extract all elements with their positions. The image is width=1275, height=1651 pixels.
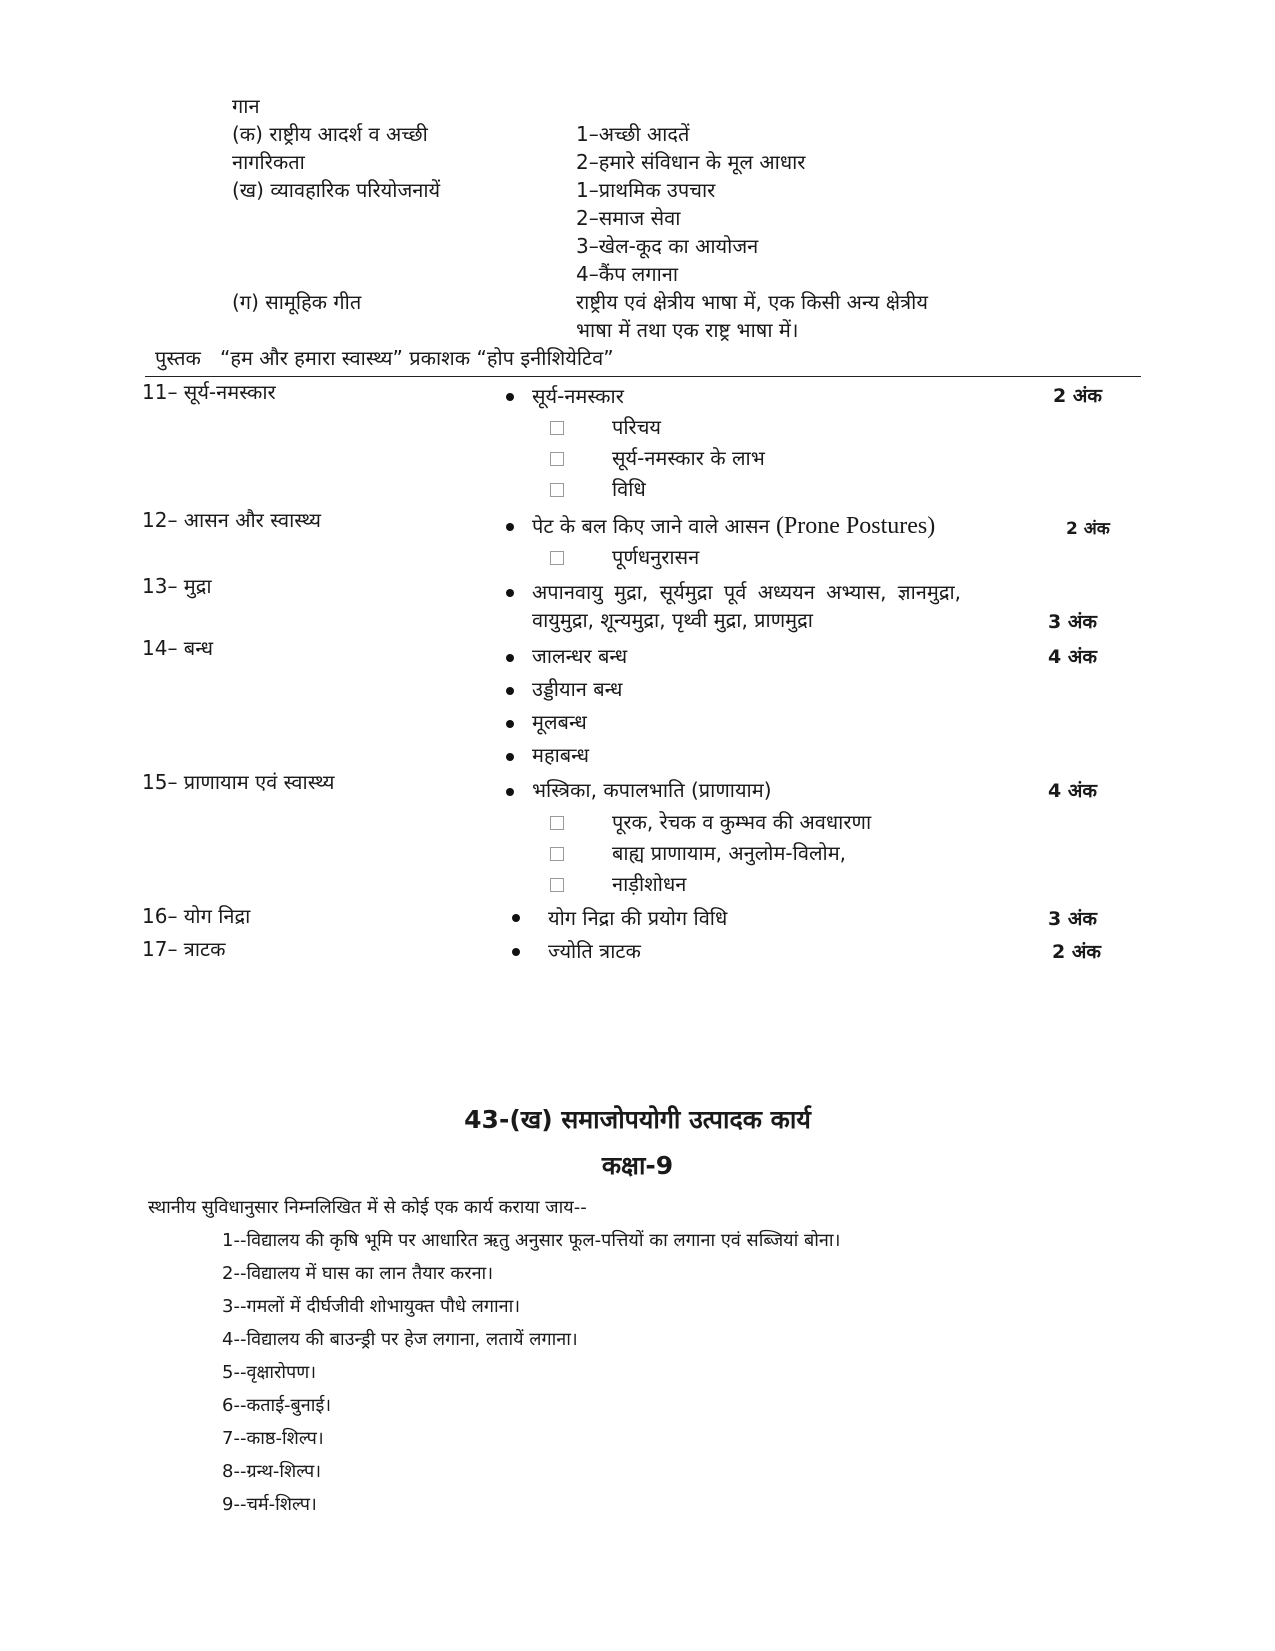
section-title: 43-(ख) समाजोपयोगी उत्पादक कार्य — [464, 1105, 811, 1134]
bullet-icon — [506, 523, 514, 531]
row-17-topic: 17– त्राटक — [142, 937, 226, 961]
row-17-bullet: ज्योति त्राटक — [548, 939, 641, 963]
ga-label: (ग) सामूहिक गीत — [232, 290, 362, 314]
row-12-sub: पूर्णधनुरासन — [612, 545, 700, 569]
row-14-topic: 14– बन्ध — [142, 636, 214, 660]
bullet-icon — [506, 788, 514, 796]
row-11-sub: परिचय — [612, 415, 662, 439]
row-13-bullet-line2: वायुमुद्रा, शून्यमुद्रा, पृथ्वी मुद्रा, प्राणमुद्रा — [532, 608, 813, 632]
checkbox-icon — [550, 551, 564, 565]
row-12-marks: 2 अंक — [1066, 519, 1110, 539]
row-13-bullet-line1: अपानवायु मुद्रा, सूर्यमुद्रा पूर्व अध्ययन अभ्यास, ज्ञानमुद्रा, — [532, 580, 962, 604]
row-14-marks: 4 अंक — [1048, 646, 1097, 668]
gaan-text: गान — [232, 94, 260, 118]
work-item: 2--विद्यालय में घास का लान तैयार करना। — [222, 1263, 494, 1284]
row-16-marks: 3 अंक — [1048, 908, 1097, 930]
row-15-topic: 15– प्राणायाम एवं स्वास्थ्य — [142, 770, 335, 794]
row-16-bullet: योग निद्रा की प्रयोग विधि — [548, 906, 728, 930]
work-item: 5--वृक्षारोपण। — [222, 1362, 317, 1383]
ka-item: 1–अच्छी आदतें — [576, 122, 690, 146]
checkbox-icon — [550, 421, 564, 435]
row-14-bullet: मूलबन्ध — [532, 710, 587, 734]
row-15-sub: पूरक, रेचक व कुम्भव की अवधारणा — [612, 810, 872, 834]
work-item: 8--ग्रन्थ-शिल्प। — [222, 1461, 322, 1482]
row-12-topic: 12– आसन और स्वास्थ्य — [142, 508, 322, 532]
kha-label: (ख) व्यावहारिक परियोजनायें — [232, 178, 441, 202]
row-13-marks: 3 अंक — [1048, 611, 1097, 633]
row-15-sub: बाह्य प्राणायाम, अनुलोम-विलोम, — [612, 841, 847, 865]
book-line: पुस्तक “हम और हमारा स्वास्थ्य” प्रकाशक “होप इनीशियेटिव” — [155, 346, 614, 370]
ka-item: 2–हमारे संविधान के मूल आधार — [576, 150, 806, 174]
row-11-marks: 2 अंक — [1053, 385, 1102, 407]
bullet-icon — [506, 687, 514, 695]
kha-item: 3–खेल-कूद का आयोजन — [576, 234, 759, 258]
work-item: 4--विद्यालय की बाउन्ड्री पर हेज लगाना, लतायें लगाना। — [222, 1329, 578, 1350]
row-15-marks: 4 अंक — [1048, 780, 1097, 802]
row-17-marks: 2 अंक — [1052, 941, 1101, 963]
work-item: 1--विद्यालय की कृषि भूमि पर आधारित ऋतु अनुसार फूल-पत्तियों का लगाना एवं सब्जियां बोना। — [222, 1230, 841, 1251]
section-intro: स्थानीय सुविधानुसार निम्नलिखित में से कोई एक कार्य कराया जाय-- — [148, 1197, 587, 1218]
row-12-bullet-hindi: पेट के बल किए जाने वाले आसन — [532, 514, 770, 538]
kha-item: 4–कैंप लगाना — [576, 262, 679, 286]
row-15-bullet: भस्त्रिका, कपालभाति (प्राणायाम) — [532, 778, 772, 802]
row-11-sub: विधि — [612, 477, 646, 501]
row-11-topic: 11– सूर्य-नमस्कार — [142, 380, 276, 404]
row-11-bullet: सूर्य-नमस्कार — [532, 384, 624, 408]
ka-label-line1: (क) राष्ट्रीय आदर्श व अच्छी — [232, 122, 428, 146]
ga-text-line1: राष्ट्रीय एवं क्षेत्रीय भाषा में, एक किसी अन्य क्षेत्रीय — [576, 290, 928, 314]
checkbox-icon — [550, 878, 564, 892]
divider-line — [145, 376, 1141, 377]
ka-label-line2: नागरिकता — [232, 150, 305, 174]
section-class: कक्षा-9 — [601, 1151, 674, 1180]
row-11-sub: सूर्य-नमस्कार के लाभ — [612, 446, 765, 470]
bullet-icon — [506, 589, 514, 597]
work-item: 3--गमलों में दीर्घजीवी शोभायुक्त पौधे लगाना। — [222, 1296, 521, 1317]
row-12-bullet — [532, 512, 935, 540]
work-item: 6--कताई-बुनाई। — [222, 1395, 332, 1416]
ga-text-line2: भाषा में तथा एक राष्ट्र भाषा में। — [576, 318, 799, 342]
bullet-icon — [506, 720, 514, 728]
row-12-bullet-english: (Prone Postures) — [775, 513, 936, 539]
bullet-icon — [506, 393, 514, 401]
row-14-bullet: उड्डीयान बन्ध — [532, 677, 623, 701]
checkbox-icon — [550, 483, 564, 497]
bullet-icon — [506, 654, 514, 662]
row-14-bullet: जालन्धर बन्ध — [532, 644, 628, 668]
bullet-icon — [512, 948, 520, 956]
bullet-icon — [506, 753, 514, 761]
checkbox-icon — [550, 452, 564, 466]
bullet-icon — [512, 914, 520, 922]
checkbox-icon — [550, 816, 564, 830]
row-13-topic: 13– मुद्रा — [142, 574, 212, 598]
kha-item: 2–समाज सेवा — [576, 206, 681, 230]
row-14-bullet: महाबन्ध — [532, 743, 590, 767]
work-item: 7--काष्ठ-शिल्प। — [222, 1428, 324, 1449]
row-15-sub: नाड़ीशोधन — [612, 872, 687, 896]
row-16-topic: 16– योग निद्रा — [142, 904, 251, 928]
work-item: 9--चर्म-शिल्प। — [222, 1494, 317, 1515]
checkbox-icon — [550, 847, 564, 861]
kha-item: 1–प्राथमिक उपचार — [576, 178, 716, 202]
